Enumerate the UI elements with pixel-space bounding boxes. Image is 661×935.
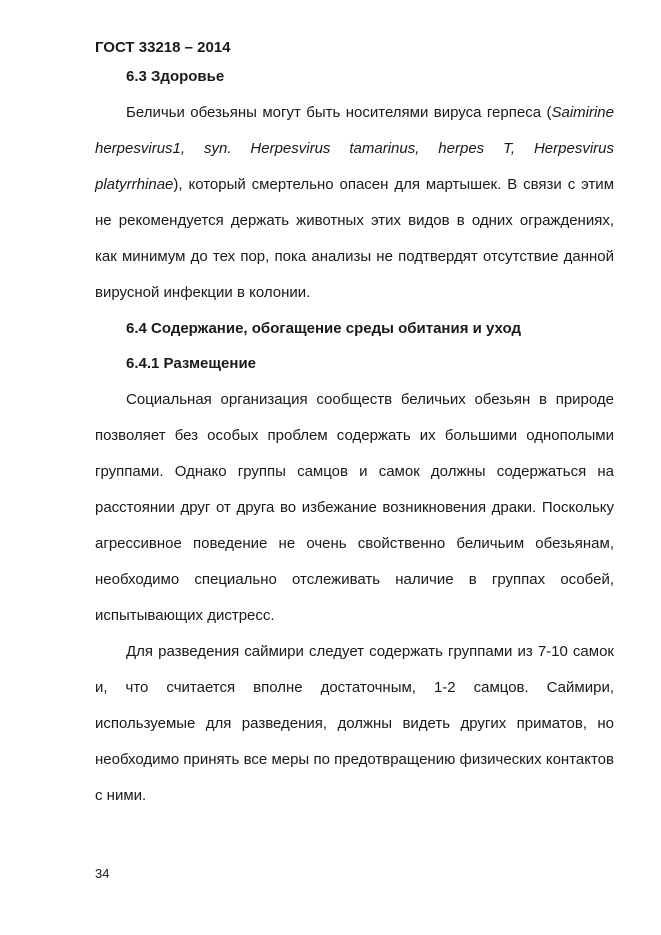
section-heading-6-4: 6.4 Содержание, обогащение среды обитания и уход bbox=[126, 319, 521, 337]
document-body bbox=[95, 59, 614, 814]
section-heading-6-4-1: 6.4.1 Размещение bbox=[126, 355, 257, 372]
section-heading-6-3: 6.3 Здоровье bbox=[126, 68, 225, 85]
paragraph-breeding: Для разведения саймири следует содержать группами из 7-10 самок и, что считается вполне достаточным, 1-2 самцов. Саймири, используемые для разведения, должны видеть других приматов, но необходимо принять все меры по предотвращению физических контактов с ними. bbox=[95, 642, 614, 804]
page-number: 34 bbox=[95, 866, 110, 881]
document-code: ГОСТ 33218 – 2014 bbox=[95, 39, 231, 56]
paragraph-social-organization: Социальная организация сообществ беличьих обезьян в природе позволяет без особых проблем содержать их большими однополыми группами. Однако группы самцов и самок должны содержаться на расстоянии друг от друга во избежание возникновения драки. Поскольку агрессивное поведение не очень свойственно беличьим обезьянам, необходимо специально отслеживать наличие в группах особей, испытывающих дистресс. bbox=[95, 390, 614, 624]
paragraph-health bbox=[95, 95, 614, 311]
virus-names: Saimirine herpesvirus1, syn. Herpesvirus tamarinus, herpes T, Herpesvirus platyrrhinae bbox=[95, 103, 614, 193]
paragraph-health-text-c: ), который смертельно опасен для мартышек. В связи с этим не рекомендуется держать животных этих видов в одних ограждениях, как минимум до тех пор, пока анализы не подтвердят отсутствие данной вирусной инфекции в колонии. bbox=[95, 175, 614, 301]
paragraph-health-text-a: Беличьи обезьяны могут быть носителями вируса герпеса ( bbox=[126, 103, 552, 121]
